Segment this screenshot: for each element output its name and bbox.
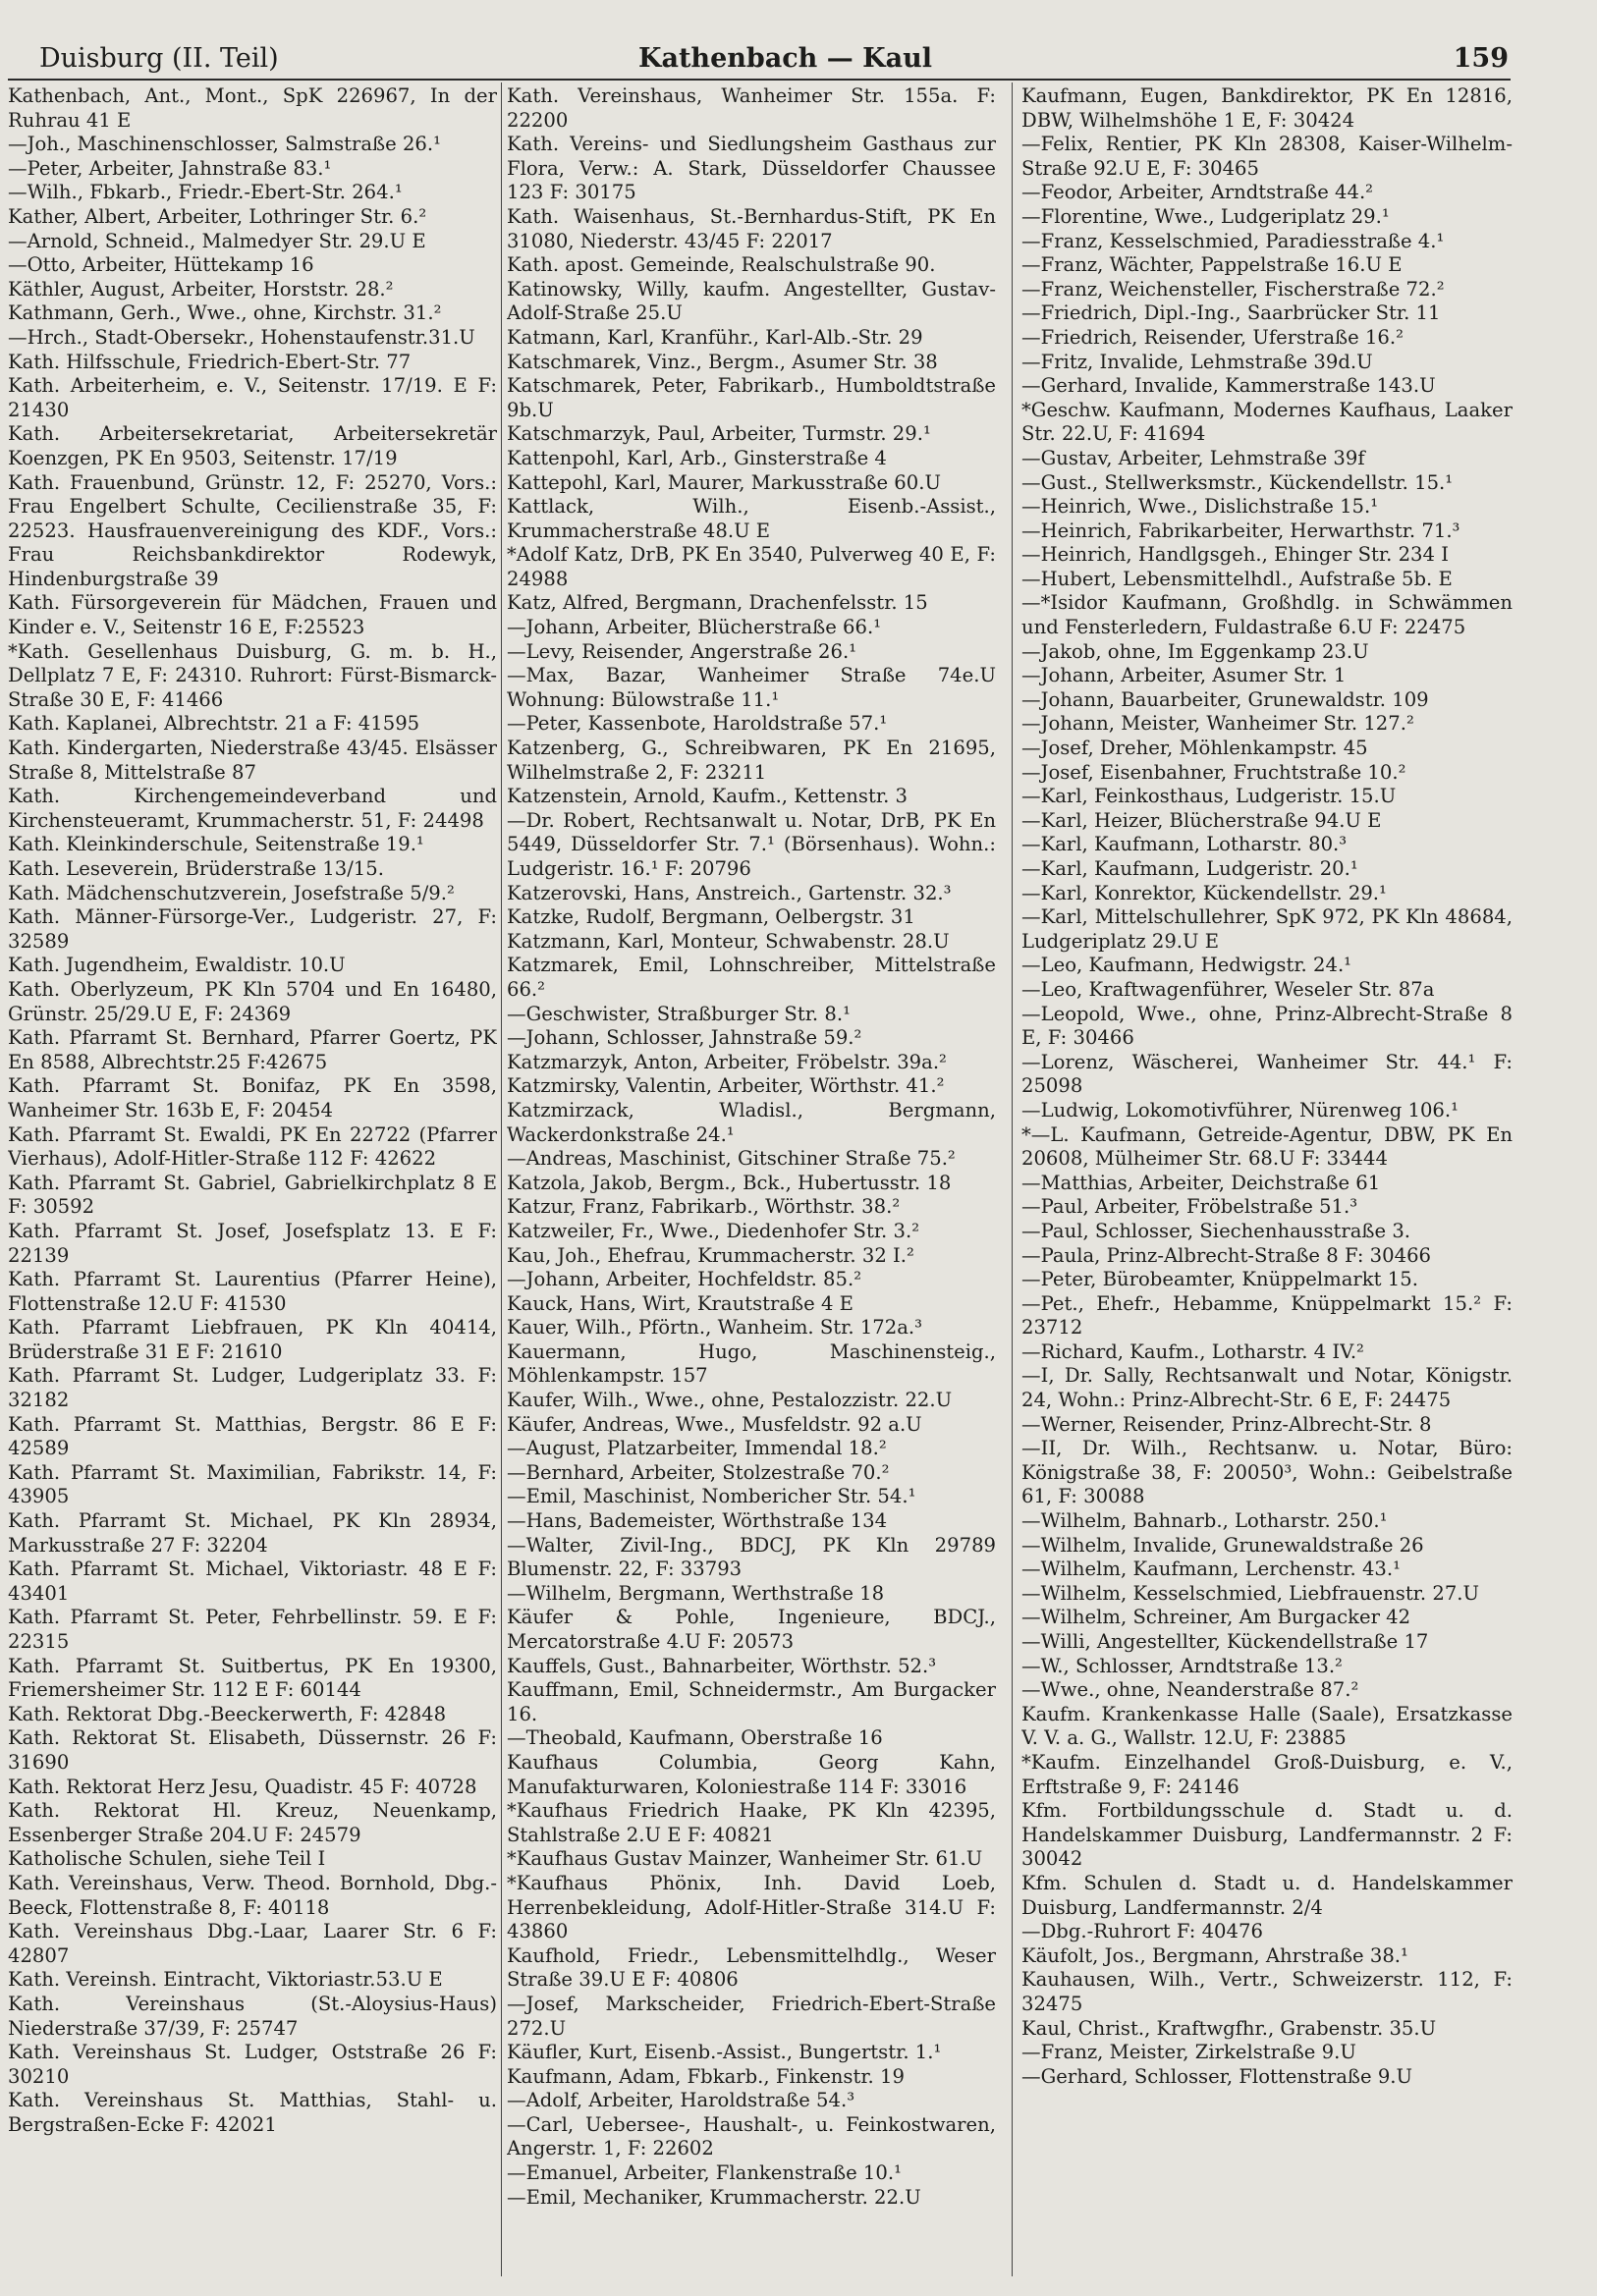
directory-entry: —Walter, Zivil-Ing., BDCJ, PK Kln 29789 Blumenstr. 22, F: 33793 (507, 1533, 996, 1581)
directory-entry: Kaul, Christ., Kraftwgfhr., Grabenstr. 35.U (1021, 2016, 1437, 2040)
directory-entry: —Arnold, Schneid., Malmedyer Str. 29.U E (8, 229, 426, 252)
column-2 (507, 84, 996, 2276)
directory-entry: Kath. Pfarramt St. Matthias, Bergstr. 86 E F: 42589 (8, 1412, 497, 1460)
directory-entry: —Wilhelm, Schreiner, Am Burgacker 42 (1021, 1606, 1411, 1629)
directory-entry: —Hrch., Stadt-Obersekr., Hohenstaufenstr.31.U (8, 325, 475, 349)
directory-entry: —Karl, Mittelschullehrer, SpK 972, PK Kln 48684, Ludgeriplatz 29.U E (1021, 905, 1513, 953)
directory-entry: Kath. Pfarramt St. Michael, PK Kln 28934, Markusstraße 27 F: 32204 (8, 1509, 497, 1557)
directory-entry: —Gust., Stellwerksmstr., Kückendellstr. 15.¹ (1021, 470, 1454, 494)
directory-entry: —Dbg.-Ruhrort F: 40476 (1021, 1920, 1263, 1943)
directory-entry: Katzola, Jakob, Bergm., Bck., Hubertusstr. 18 (507, 1171, 952, 1194)
directory-entry: Kaufmann, Eugen, Bankdirektor, PK En 12816, DBW, Wilhelmshöhe 1 E, F: 30424 (1021, 84, 1513, 132)
running-head-center: Kathenbach — Kaul (638, 43, 932, 74)
directory-entry: Kath. Frauenbund, Grünstr. 12, F: 25270, Vors.: Frau Engelbert Schulte, Cecilienstraße 35, F: 22523. Hausfrauenvereinigung des KDF., Vors.: Frau Reichsbankdirektor Rodewyk, Hindenburgstraße 39 (8, 470, 497, 590)
directory-entry: Kauffmann, Emil, Schneidermstr., Am Burgacker 16. (507, 1678, 996, 1725)
directory-entry: Käufolt, Jos., Bergmann, Ahrstraße 38.¹ (1021, 1943, 1408, 1967)
directory-entry: —Leo, Kraftwagenführer, Weseler Str. 87a (1021, 977, 1435, 1001)
directory-entry: Kath. Pfarramt St. Michael, Viktoriastr. 48 E F: 43401 (8, 1558, 497, 1605)
directory-entry: —Lorenz, Wäscherei, Wanheimer Str. 44.¹ F: 25098 (1021, 1050, 1513, 1098)
directory-entry: Kath. Arbeitersekretariat, Arbeitersekretär Koenzgen, PK En 9503, Seitenstr. 17/19 (8, 422, 497, 469)
directory-entry: —Max, Bazar, Wanheimer Straße 74e.U Wohnung: Bülowstraße 11.¹ (507, 664, 996, 711)
directory-entry: Kathenbach, Ant., Mont., SpK 226967, In der Ruhrau 41 E (8, 84, 497, 132)
directory-entry: Katschmarek, Vinz., Bergm., Asumer Str. 38 (507, 350, 938, 373)
directory-entry: Kath. Rektorat Dbg.-Beeckerwerth, F: 42848 (8, 1702, 447, 1725)
directory-entry: Kaufhaus Columbia, Georg Kahn, Manufakturwaren, Koloniestraße 114 F: 33016 (507, 1750, 996, 1798)
directory-entry: —Richard, Kaufm., Lotharstr. 4 IV.² (1021, 1339, 1364, 1363)
directory-entry: —Andreas, Maschinist, Gitschiner Straße 75.² (507, 1147, 956, 1171)
directory-entry: —Heinrich, Handlgsgeh., Ehinger Str. 234 I (1021, 543, 1449, 567)
directory-entry: *Geschw. Kaufmann, Modernes Kaufhaus, Laaker Str. 22.U, F: 41694 (1021, 398, 1513, 446)
directory-entry: —Franz, Wächter, Pappelstraße 16.U E (1021, 253, 1403, 277)
directory-entry: Katzmirzack, Wladisl., Bergmann, Wackerdonkstraße 24.¹ (507, 1098, 996, 1146)
column-3 (1021, 84, 1513, 2276)
directory-entry: —Theobald, Kaufmann, Oberstraße 16 (507, 1726, 883, 1750)
directory-entry: Kath. Jugendheim, Ewaldistr. 10.U (8, 954, 346, 977)
directory-entry: —Werner, Reisender, Prinz-Albrecht-Str. 8 (1021, 1412, 1432, 1436)
directory-entry: Käufer & Pohle, Ingenieure, BDCJ., Mercatorstraße 4.U F: 20573 (507, 1606, 996, 1653)
directory-entry: —Karl, Kaufmann, Lotharstr. 80.³ (1021, 833, 1348, 856)
directory-entry: Kattenpohl, Karl, Arb., Ginsterstraße 4 (507, 446, 887, 469)
directory-entry: Kattlack, Wilh., Eisenb.-Assist., Krummacherstraße 48.U E (507, 495, 996, 542)
directory-entry: Kath. Pfarramt St. Bonifaz, PK En 3598, Wanheimer Str. 163b E, F: 20454 (8, 1074, 497, 1121)
directory-entry: Käufer, Andreas, Wwe., Musfeldstr. 92 a.U (507, 1412, 922, 1436)
directory-entry: —Gerhard, Schlosser, Flottenstraße 9.U (1021, 2064, 1413, 2088)
directory-entry: —Wilhelm, Bahnarb., Lotharstr. 250.¹ (1021, 1509, 1388, 1533)
directory-entry: —Joh., Maschinenschlosser, Salmstraße 26.¹ (8, 133, 441, 156)
directory-entry: Käthler, August, Arbeiter, Horststr. 28.² (8, 277, 394, 301)
directory-entry: *Kaufm. Einzelhandel Groß-Duisburg, e. V., Erftstraße 9, F: 24146 (1021, 1750, 1513, 1798)
directory-entry: —Karl, Heizer, Blücherstraße 94.U E (1021, 808, 1382, 832)
directory-entry: —Carl, Uebersee-, Haushalt-, u. Feinkostwaren, Angerstr. 1, F: 22602 (507, 2112, 996, 2160)
directory-entry: Kath. Pfarramt St. Laurentius (Pfarrer Heine), Flottenstraße 12.U F: 41530 (8, 1268, 497, 1315)
directory-entry: Kauck, Hans, Wirt, Krautstraße 4 E (507, 1291, 854, 1315)
directory-entry: —Franz, Kesselschmied, Paradiesstraße 4.¹ (1021, 229, 1445, 252)
directory-entry: *Adolf Katz, DrB, PK En 3540, Pulverweg 40 E, F: 24988 (507, 543, 996, 590)
directory-entry: Käufler, Kurt, Eisenb.-Assist., Bungertstr. 1.¹ (507, 2041, 942, 2064)
directory-entry: Kath. Vereinsh. Eintracht, Viktoriastr.53.U E (8, 1968, 443, 1992)
directory-entry: Kaufhold, Friedr., Lebensmittelhdlg., Weser Straße 39.U E F: 40806 (507, 1943, 996, 1992)
column-divider (1012, 82, 1013, 2276)
directory-entry: —I, Dr. Sally, Rechtsanwalt und Notar, Königstr. 24, Wohn.: Prinz-Albrecht-Str. 6 E, F: 24475 (1021, 1364, 1513, 1412)
directory-entry: —Karl, Feinkosthaus, Ludgeristr. 15.U (1021, 785, 1397, 808)
directory-entry: —Jakob, ohne, Im Eggenkamp 23.U (1021, 639, 1369, 663)
directory-entry: —Leo, Kaufmann, Hedwigstr. 24.¹ (1021, 954, 1352, 977)
directory-entry: Kfm. Schulen d. Stadt u. d. Handelskammer Duisburg, Landfermannstr. 2/4 (1021, 1871, 1513, 1919)
directory-entry: —Gerhard, Invalide, Kammerstraße 143.U (1021, 374, 1436, 398)
directory-entry: Kaufer, Wilh., Wwe., ohne, Pestalozzistr. 22.U (507, 1389, 953, 1412)
directory-entry: Kath. Pfarramt St. Maximilian, Fabrikstr. 14, F: 43905 (8, 1460, 497, 1508)
directory-entry: —Hubert, Lebensmittelhdl., Aufstraße 5b. E (1021, 567, 1453, 590)
directory-entry: Kath. Vereinshaus Dbg.-Laar, Laarer Str. 6 F: 42807 (8, 1920, 497, 1967)
directory-entry: Kath. Rektorat Hl. Kreuz, Neuenkamp, Essenberger Straße 204.U F: 24579 (8, 1799, 497, 1846)
directory-entry: —Matthias, Arbeiter, Deichstraße 61 (1021, 1171, 1381, 1194)
directory-entry: Kath. Kaplanei, Albrechtstr. 21 a F: 41595 (8, 712, 420, 736)
directory-entry: Katzmann, Karl, Monteur, Schwabenstr. 28.U (507, 929, 950, 953)
directory-entry: —Paula, Prinz-Albrecht-Straße 8 F: 30466 (1021, 1243, 1431, 1267)
directory-entry: —Johann, Arbeiter, Hochfeldstr. 85.² (507, 1268, 862, 1291)
column-divider (501, 82, 502, 2276)
directory-entry: Kath. apost. Gemeinde, Realschulstraße 90. (507, 253, 936, 277)
directory-entry: Kath. Rektorat St. Elisabeth, Düssernstr. 26 F: 31690 (8, 1726, 497, 1774)
directory-entry: —Bernhard, Arbeiter, Stolzestraße 70.² (507, 1460, 890, 1484)
directory-entry: —Johann, Meister, Wanheimer Str. 127.² (1021, 712, 1414, 736)
directory-entry: Kaufmann, Adam, Fbkarb., Finkenstr. 19 (507, 2064, 905, 2088)
directory-entry: Katzur, Franz, Fabrikarb., Wörthstr. 38.² (507, 1195, 901, 1219)
directory-entry: —Wwe., ohne, Neanderstraße 87.² (1021, 1678, 1359, 1702)
directory-entry: Kath. Pfarramt St. Ludger, Ludgeriplatz 33. F: 32182 (8, 1364, 497, 1412)
directory-entry: —Emanuel, Arbeiter, Flankenstraße 10.¹ (507, 2161, 902, 2185)
directory-entry: —Peter, Arbeiter, Jahnstraße 83.¹ (8, 156, 332, 180)
directory-entry: Kath. Hilfsschule, Friedrich-Ebert-Str. 77 (8, 350, 412, 373)
directory-entry: Katmann, Karl, Kranführ., Karl-Alb.-Str. 29 (507, 325, 923, 349)
directory-entry: —W., Schlosser, Arndtstraße 13.² (1021, 1654, 1343, 1677)
directory-entry: —Wilhelm, Bergmann, Werthstraße 18 (507, 1581, 885, 1605)
directory-entry: Katzke, Rudolf, Bergmann, Oelbergstr. 31 (507, 905, 915, 929)
column-1 (8, 84, 497, 2276)
directory-entry: Kath. Kirchengemeindeverband und Kirchensteueramt, Krummacherstr. 51, F: 24498 (8, 785, 497, 832)
directory-entry: —Josef, Eisenbahner, Fruchtstraße 10.² (1021, 760, 1406, 784)
directory-entry: Katholische Schulen, siehe Teil I (8, 1847, 326, 1871)
directory-entry: —Geschwister, Straßburger Str. 8.¹ (507, 1002, 851, 1025)
directory-entry: —Johann, Arbeiter, Asumer Str. 1 (1021, 664, 1347, 687)
page-number: 159 (1453, 43, 1509, 74)
directory-entry: Katschmarzyk, Paul, Arbeiter, Turmstr. 29.¹ (507, 422, 931, 446)
directory-entry: Kath. Pfarramt St. Peter, Fehrbellinstr. 59. E F: 22315 (8, 1606, 497, 1653)
directory-entry: Kath. Rektorat Herz Jesu, Quadistr. 45 F: 40728 (8, 1775, 477, 1798)
directory-entry: Kath. Pfarramt St. Josef, Josefsplatz 13. E F: 22139 (8, 1219, 497, 1267)
directory-entry: Katzmirsky, Valentin, Arbeiter, Wörthstr. 41.² (507, 1074, 945, 1098)
directory-entry: —Peter, Bürobeamter, Knüppelmarkt 15. (1021, 1268, 1418, 1291)
directory-entry: —Gustav, Arbeiter, Lehmstraße 39f (1021, 446, 1365, 469)
directory-entry: Kau, Joh., Ehefrau, Krummacherstr. 32 I.² (507, 1243, 914, 1267)
directory-entry: —Karl, Kaufmann, Ludgeristr. 20.¹ (1021, 857, 1358, 880)
directory-entry: —Paul, Schlosser, Siechenhausstraße 3. (1021, 1219, 1411, 1242)
directory-entry: —Pet., Ehefr., Hebamme, Knüppelmarkt 15.² F: 23712 (1021, 1291, 1513, 1339)
directory-entry: —Friedrich, Dipl.-Ing., Saarbrücker Str. 11 (1021, 301, 1441, 325)
directory-entry: —Emil, Maschinist, Nombericher Str. 54.¹ (507, 1485, 916, 1508)
directory-entry: Kath. Vereinshaus, Verw. Theod. Bornhold, Dbg.-Beeck, Flottenstraße 8, F: 40118 (8, 1871, 497, 1919)
directory-entry: —Emil, Mechaniker, Krummacherstr. 22.U (507, 2185, 921, 2209)
directory-entry: —Florentine, Wwe., Ludgeriplatz 29.¹ (1021, 204, 1390, 228)
directory-entry: Katzweiler, Fr., Wwe., Diedenhofer Str. 3.² (507, 1219, 920, 1242)
directory-entry: —Otto, Arbeiter, Hüttekamp 16 (8, 253, 314, 277)
directory-entry: —Willi, Angestellter, Kückendellstraße 17 (1021, 1630, 1429, 1653)
directory-entry: —August, Platzarbeiter, Immendal 18.² (507, 1437, 887, 1460)
directory-entry: Katzerovski, Hans, Anstreich., Gartenstr. 32.³ (507, 881, 952, 904)
directory-entry: Kath. Vereins- und Siedlungsheim Gasthaus zur Flora, Verw.: A. Stark, Düsseldorfer Chaussee 123 F: 30175 (507, 133, 996, 204)
directory-entry: Kath. Vereinshaus (St.-Aloysius-Haus) Niederstraße 37/39, F: 25747 (8, 1992, 497, 2040)
page-header (0, 43, 1597, 77)
directory-entry: —Peter, Kassenbote, Haroldstraße 57.¹ (507, 712, 888, 736)
directory-entry: —Karl, Konrektor, Kückendellstr. 29.¹ (1021, 881, 1387, 904)
directory-entry: —II, Dr. Wilh., Rechtsanw. u. Notar, Büro: Königstraße 38, F: 20050³, Wohn.: Geibelstraße 61, F: 30088 (1021, 1437, 1513, 1508)
directory-entry: Kauhausen, Wilh., Vertr., Schweizerstr. 112, F: 32475 (1021, 1968, 1513, 2015)
directory-entry: *Kaufhaus Gustav Mainzer, Wanheimer Str. 61.U (507, 1847, 983, 1871)
directory-entry: Kfm. Fortbildungsschule d. Stadt u. d. Handelskammer Duisburg, Landfermannstr. 2 F: 30042 (1021, 1799, 1513, 1871)
directory-entry: Kather, Albert, Arbeiter, Lothringer Str. 6.² (8, 204, 427, 228)
directory-entry: Kauermann, Hugo, Maschinensteig., Möhlenkampstr. 157 (507, 1339, 996, 1388)
directory-entry: Katz, Alfred, Bergmann, Drachenfelsstr. 15 (507, 591, 928, 615)
directory-entry: Kaufm. Krankenkasse Halle (Saale), Ersatzkasse V. V. a. G., Wallstr. 12.U, F: 23885 (1021, 1702, 1513, 1750)
directory-entry: —Franz, Weichensteller, Fischerstraße 72.² (1021, 277, 1445, 301)
directory-entry: Kath. Vereinshaus, Wanheimer Str. 155a. F: 22200 (507, 84, 996, 132)
directory-entry: Kath. Fürsorgeverein für Mädchen, Frauen und Kinder e. V., Seitenstr 16 E, F:25523 (8, 591, 497, 639)
directory-entry: *Kath. Gesellenhaus Duisburg, G. m. b. H., Dellplatz 7 E, F: 24310. Ruhrort: Fürst-Bismarck-Straße 30 E, F: 41466 (8, 639, 497, 711)
directory-entry: *Kaufhaus Phönix, Inh. David Loeb, Herrenbekleidung, Adolf-Hitler-Straße 314.U F: 43860 (507, 1871, 996, 1943)
directory-entry: —Leopold, Wwe., ohne, Prinz-Albrecht-Straße 8 E, F: 30466 (1021, 1002, 1513, 1050)
directory-entry: Kath. Kleinkinderschule, Seitenstraße 19.¹ (8, 833, 424, 856)
directory-entry: *—L. Kaufmann, Getreide-Agentur, DBW, PK En 20608, Mülheimer Str. 68.U F: 33444 (1021, 1122, 1513, 1171)
directory-entry: —*Isidor Kaufmann, Großhdlg. in Schwämmen und Fensterledern, Fuldastraße 6.U F: 22475 (1021, 591, 1513, 639)
directory-entry: —Wilh., Fbkarb., Friedr.-Ebert-Str. 264.¹ (8, 181, 403, 204)
directory-entry: Kattepohl, Karl, Maurer, Markusstraße 60.U (507, 470, 941, 494)
directory-entry: Kath. Pfarramt St. Bernhard, Pfarrer Goertz, PK En 8588, Albrechtstr.25 F:42675 (8, 1026, 497, 1073)
directory-entry: Kath. Pfarramt St. Ewaldi, PK En 22722 (Pfarrer Vierhaus), Adolf-Hitler-Straße 112 F: 42622 (8, 1122, 497, 1171)
directory-entry: —Josef, Dreher, Möhlenkampstr. 45 (1021, 737, 1368, 760)
directory-entry: —Heinrich, Wwe., Dislichstraße 15.¹ (1021, 495, 1379, 519)
directory-entry: Kathmann, Gerh., Wwe., ohne, Kirchstr. 31.² (8, 301, 442, 325)
directory-entry: Kath. Leseverein, Brüderstraße 13/15. (8, 857, 384, 880)
directory-entry: Kath. Oberlyzeum, PK Kln 5704 und En 16480, Grünstr. 25/29.U E, F: 24369 (8, 977, 497, 1025)
header-rule (8, 79, 1511, 81)
directory-entry: —Johann, Schlosser, Jahnstraße 59.² (507, 1026, 862, 1050)
directory-entry: Kath. Mädchenschutzverein, Josefstraße 5/9.² (8, 881, 455, 904)
directory-entry: Katzenberg, G., Schreibwaren, PK En 21695, Wilhelmstraße 2, F: 23211 (507, 737, 996, 784)
directory-entry: —Heinrich, Fabrikarbeiter, Herwarthstr. 71.³ (1021, 519, 1460, 542)
directory-entry: Katzmarek, Emil, Lohnschreiber, Mittelstraße 66.² (507, 954, 996, 1001)
directory-entry: —Ludwig, Lokomotivführer, Nürenweg 106.¹ (1021, 1098, 1459, 1121)
directory-entry: Kath. Vereinshaus St. Matthias, Stahl- u. Bergstraßen-Ecke F: 42021 (8, 2089, 497, 2136)
directory-entry: Kath. Arbeiterheim, e. V., Seitenstr. 17/19. E F: 21430 (8, 374, 497, 421)
directory-entry: Kauer, Wilh., Pförtn., Wanheim. Str. 172a.³ (507, 1316, 922, 1339)
directory-entry: Katzmarzyk, Anton, Arbeiter, Fröbelstr. 39a.² (507, 1050, 947, 1073)
directory-entry: Kath. Waisenhaus, St.-Bernhardus-Stift, PK En 31080, Niederstr. 43/45 F: 22017 (507, 204, 996, 252)
directory-entry: —Dr. Robert, Rechtsanwalt u. Notar, DrB, PK En 5449, Düsseldorfer Str. 7.¹ (Börsenhaus). Wohn.: Ludgeristr. 16.¹ F: 20796 (507, 808, 996, 880)
directory-entry: —Felix, Rentier, PK Kln 28308, Kaiser-Wilhelm-Straße 92.U E, F: 30465 (1021, 133, 1513, 180)
directory-entry: Kath. Kindergarten, Niederstraße 43/45. Elsässer Straße 8, Mittelstraße 87 (8, 737, 497, 784)
directory-entry: —Josef, Markscheider, Friedrich-Ebert-Straße 272.U (507, 1992, 996, 2040)
directory-entry: Kath. Pfarramt St. Gabriel, Gabrielkirchplatz 8 E F: 30592 (8, 1171, 497, 1219)
directory-entry: —Johann, Arbeiter, Blücherstraße 66.¹ (507, 616, 882, 639)
directory-entry: —Wilhelm, Invalide, Grunewaldstraße 26 (1021, 1533, 1424, 1557)
directory-entry: —Franz, Meister, Zirkelstraße 9.U (1021, 2041, 1356, 2064)
directory-entry: Katschmarek, Peter, Fabrikarb., Humboldtstraße 9b.U (507, 374, 996, 421)
directory-entry: —Fritz, Invalide, Lehmstraße 39d.U (1021, 350, 1373, 373)
directory-entry: —Johann, Bauarbeiter, Grunewaldstr. 109 (1021, 687, 1429, 711)
directory-entry: —Wilhelm, Kesselschmied, Liebfrauenstr. 27.U (1021, 1581, 1480, 1605)
directory-entry: —Adolf, Arbeiter, Haroldstraße 54.³ (507, 2089, 855, 2112)
directory-entry: Kath. Pfarramt Liebfrauen, PK Kln 40414, Brüderstraße 31 E F: 21610 (8, 1316, 497, 1363)
directory-entry: Katzenstein, Arnold, Kaufm., Kettenstr. 3 (507, 785, 908, 808)
directory-entry: Kauffels, Gust., Bahnarbeiter, Wörthstr. 52.³ (507, 1654, 937, 1677)
directory-entry: Kath. Männer-Fürsorge-Ver., Ludgeristr. 27, F: 32589 (8, 905, 497, 953)
directory-entry: Kath. Pfarramt St. Suitbertus, PK En 19300, Friemersheimer Str. 112 E F: 60144 (8, 1654, 497, 1702)
directory-entry: Kath. Vereinshaus St. Ludger, Oststraße 26 F: 30210 (8, 2041, 497, 2088)
directory-entry: —Friedrich, Reisender, Uferstraße 16.² (1021, 325, 1404, 349)
directory-entry: —Wilhelm, Kaufmann, Lerchenstr. 43.¹ (1021, 1558, 1401, 1581)
directory-entry: —Levy, Reisender, Angerstraße 26.¹ (507, 639, 857, 663)
directory-entry: —Feodor, Arbeiter, Arndtstraße 44.² (1021, 181, 1374, 204)
directory-entry: *Kaufhaus Friedrich Haake, PK Kln 42395, Stahlstraße 2.U E F: 40821 (507, 1799, 996, 1846)
directory-entry: —Paul, Arbeiter, Fröbelstraße 51.³ (1021, 1195, 1358, 1219)
directory-entry: Katinowsky, Willy, kaufm. Angestellter, Gustav-Adolf-Straße 25.U (507, 277, 996, 325)
directory-entry: —Hans, Bademeister, Wörthstraße 134 (507, 1509, 888, 1533)
running-head-left: Duisburg (II. Teil) (39, 43, 279, 74)
